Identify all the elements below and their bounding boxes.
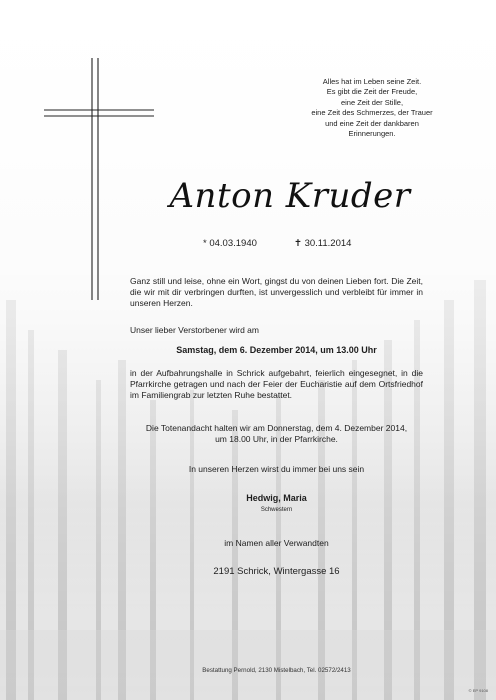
relatives-line: im Namen aller Verwandten <box>224 538 329 548</box>
birth-date: * 04.03.1940 <box>203 238 257 249</box>
quote-line: eine Zeit des Schmerzes, der Trauer <box>311 108 433 118</box>
mourner-names: Hedwig, Maria <box>246 493 307 503</box>
funeral-intro: Unser lieber Verstorbener wird am <box>130 325 259 335</box>
intro-paragraph: Ganz still und leise, ohne ein Wort, gingst du von deinen Lieben fort. Die Zeit, die wir mit dir verbringen durften, ist unvergesslich und verbleibt für immer in unseren Herzen. <box>130 276 423 309</box>
copyright-mark: © EP 9108 <box>468 688 488 693</box>
undertaker-footer: Bestattung Pernold, 2130 Mistelbach, Tel. 02572/2413 <box>202 667 351 674</box>
remembrance-text: In unseren Herzen wirst du immer bei uns sein <box>188 464 365 474</box>
family-address: 2191 Schrick, Wintergasse 16 <box>213 566 340 577</box>
funeral-date: Samstag, dem 6. Dezember 2014, um 13.00 Uhr <box>176 345 377 355</box>
quote-line: eine Zeit der Stille, <box>340 97 404 107</box>
cross-icon <box>44 58 154 300</box>
deceased-name: Anton Kruder <box>169 176 411 216</box>
poem-quote <box>262 77 482 139</box>
quote-line: und eine Zeit der dankbaren <box>325 118 419 128</box>
mourner-relation: Schwestern <box>260 507 293 513</box>
quote-line: Erinnerungen. <box>348 129 396 139</box>
death-date: ✝ 30.11.2014 <box>294 238 352 249</box>
quote-line: Alles hat im Leben seine Zeit. <box>322 77 422 86</box>
vigil-line-2: um 18.00 Uhr, in der Pfarrkirche. <box>215 434 338 444</box>
quote-line: Es gibt die Zeit der Freude, <box>326 87 418 97</box>
funeral-details: in der Aufbahrungshalle in Schrick aufgebahrt, feierlich eingesegnet, in die Pfarrkirche getragen und nach der Feier der Eucharistie auf dem Ortsfriedhof im Familiengrab zur letzten Ruhe bestattet. <box>130 368 423 401</box>
vigil-line-1: Die Totenandacht halten wir am Donnerstag, dem 4. Dezember 2014, <box>145 423 408 433</box>
